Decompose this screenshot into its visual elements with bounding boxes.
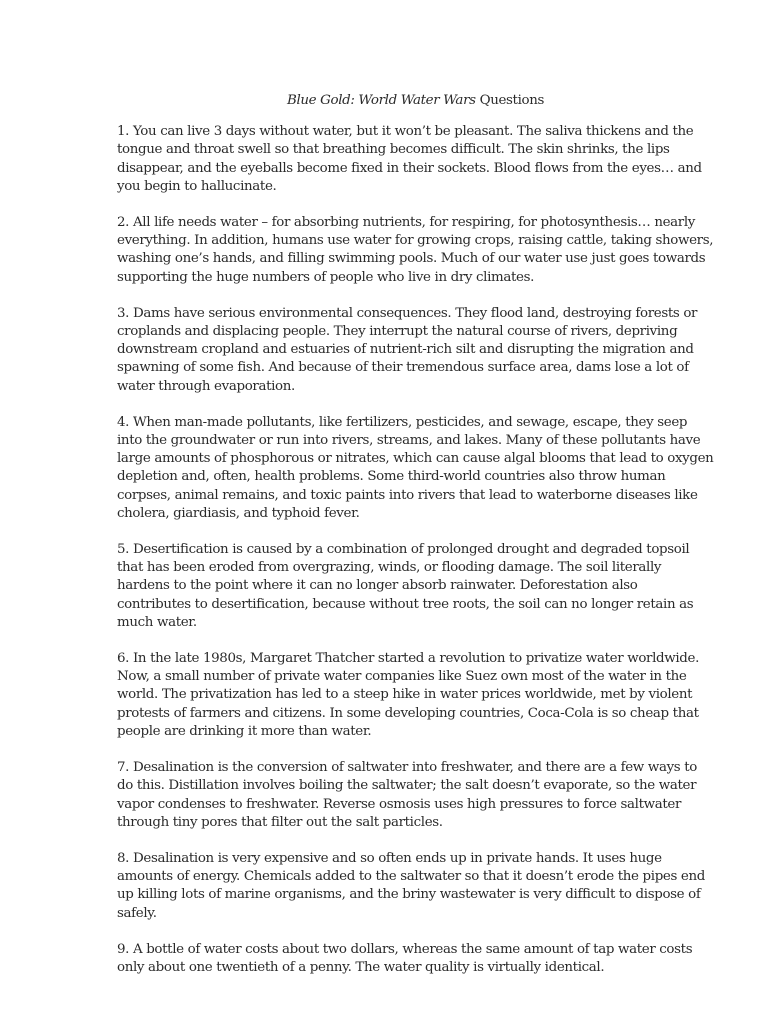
answer-paragraph-6: 6. In the late 1980s, Margaret Thatcher started a revolution to privatize water worldwide. Now, a small number of private water companies like Suez own most of the water in the world. The privatization has led to a steep hike in water prices worldwide, met by violent protests of farmers and citizens. In some developing countries, Coca-Cola is so cheap that people are drinking it more than water. — [117, 651, 699, 739]
answer-paragraph-5: 5. Desertification is caused by a combination of prolonged drought and degraded topsoil that has been eroded from overgrazing, winds, or flooding damage. The soil literally hardens to the point where it can no longer absorb rainwater. Deforestation also contributes to desertification, because without tree roots, the soil can no longer retain as much water. — [117, 542, 694, 630]
answer-paragraph-8: 8. Desalination is very expensive and so often ends up in private hands. It uses huge amounts of energy. Chemicals added to the saltwater so that it doesn’t erode the pipes end up killing lots of marine organisms, and the briny wastewater is very difficult to dispose of safely. — [117, 850, 705, 921]
answer-paragraph-2: 2. All life needs water – for absorbing nutrients, for respiring, for photosynthesis… nearly everything. In addition, humans use water for growing crops, raising cattle, taking showers, washing one’s hands, and filling swimming pools. Much of our water use just goes towards supporting the huge numbers of people who live in dry climates. — [117, 215, 714, 285]
document-title — [117, 92, 714, 110]
title-suffix: Questions — [475, 93, 545, 108]
answer-paragraph-9: 9. A bottle of water costs about two dollars, whereas the same amount of tap water costs only about one twentieth of a penny. The water quality is virtually identical. — [117, 941, 693, 975]
answer-paragraph-4: 4. When man-made pollutants, like fertilizers, pesticides, and sewage, escape, they seep into the groundwater or run into rivers, streams, and lakes. Many of these pollutants have large amounts of phosphorous or nitrates, which can cause algal blooms that lead to oxygen depletion and, often, health problems. Some third-world countries also throw human corpses, animal remains, and toxic paints into rivers that lead to waterborne diseases like cholera, giardiasis, and typhoid fever. — [117, 414, 714, 521]
answer-paragraph-7: 7. Desalination is the conversion of saltwater into freshwater, and there are a few ways to do this. Distillation involves boiling the saltwater; the salt doesn’t evaporate, so the water vapor condenses to freshwater. Reverse osmosis uses high pressures to force saltwater through tiny pores that filter out the salt particles. — [117, 760, 697, 830]
answer-paragraph-1: 1. You can live 3 days without water, but it won’t be pleasant. The saliva thickens and the tongue and throat swell so that breathing becomes difficult. The skin shrinks, the lips disappear, and the eyeballs become fixed in their sockets. Blood flows from the eyes… and you begin to hallucinate. — [117, 124, 702, 194]
answer-paragraph-3: 3. Dams have serious environmental consequences. They flood land, destroying forests or croplands and displacing people. They interrupt the natural course of rivers, depriving downstream cropland and estuaries of nutrient-rich silt and disrupting the migration and spawning of some fish. And because of their tremendous surface area, dams lose a lot of water through evaporation. — [117, 305, 698, 394]
film-title: Blue Gold: World Water Wars — [286, 93, 476, 108]
